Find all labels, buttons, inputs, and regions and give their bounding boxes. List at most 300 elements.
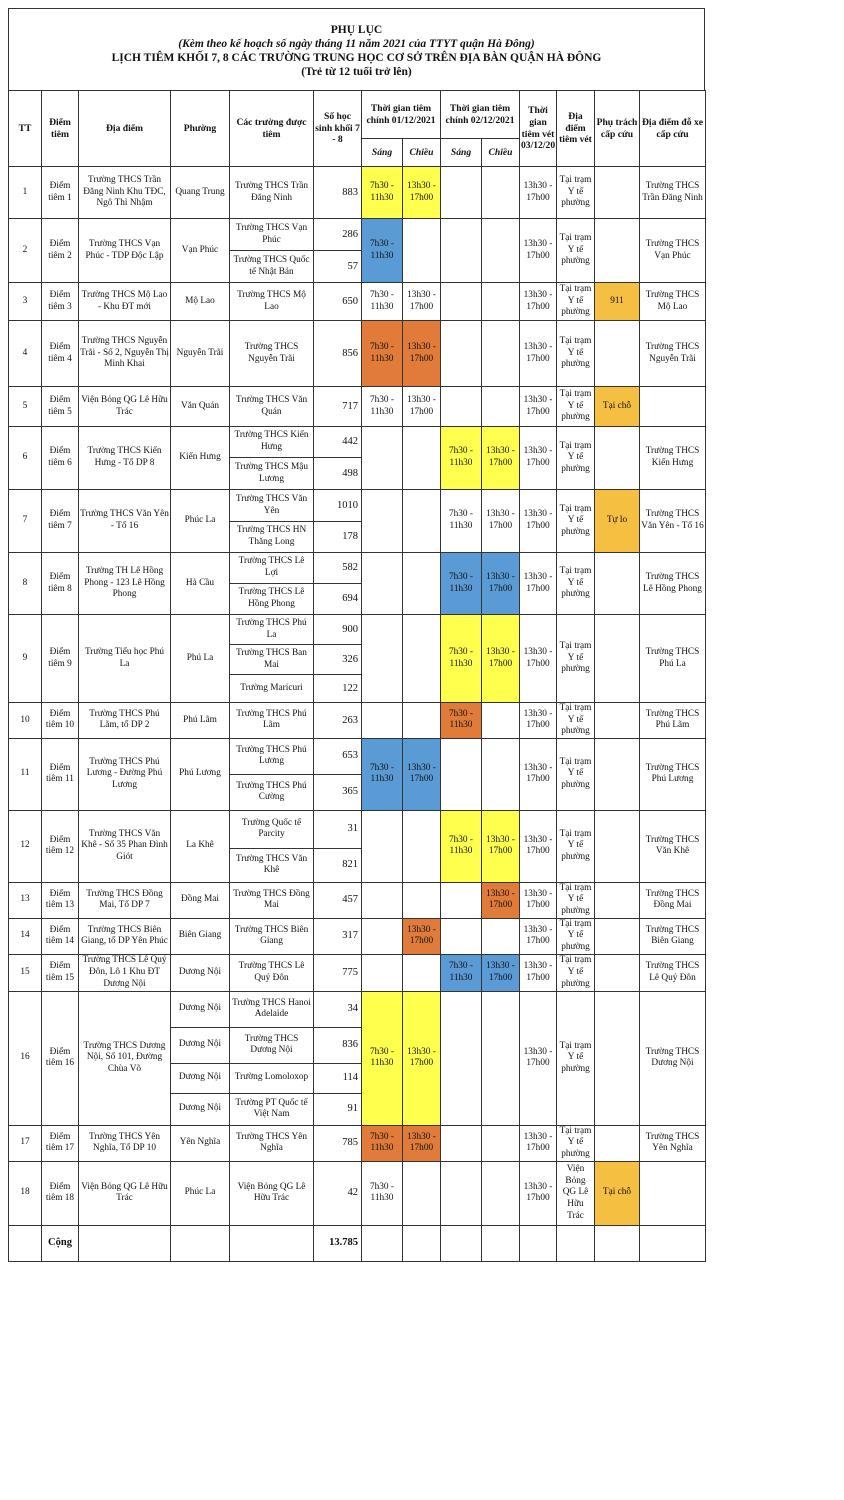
location: Trường THCS Kiến Hưng - Tổ DP 8 xyxy=(79,427,171,490)
ward: Dương Nội xyxy=(171,954,230,991)
session-day2-morning: 7h30 - 11h30 xyxy=(441,703,482,739)
session-day2-morning: 7h30 - 11h30 xyxy=(441,954,482,991)
session-day1-morning xyxy=(362,882,403,918)
school-name: Trường THCS Dương Nội xyxy=(230,1027,314,1063)
emergency-responsible xyxy=(595,703,640,739)
student-count: 694 xyxy=(314,584,362,615)
total-value: 13.785 xyxy=(314,1225,362,1261)
session-day1-afternoon: 13h30 - 17h00 xyxy=(403,991,441,1125)
ward: Phú Lương xyxy=(171,738,230,810)
catch-up-location: Tại trạm Y tế phường xyxy=(557,219,595,283)
session-day1-afternoon xyxy=(403,810,441,882)
student-count: 856 xyxy=(314,321,362,387)
total-row xyxy=(9,1225,706,1261)
total-empty xyxy=(362,1225,403,1261)
emergency-responsible: 911 xyxy=(595,283,640,321)
session-day2-afternoon xyxy=(482,387,520,427)
schedule-sheet xyxy=(8,8,705,1262)
vaccination-point: Điểm tiêm 15 xyxy=(42,954,79,991)
student-count: 286 xyxy=(314,219,362,251)
schedule-heading: LỊCH TIÊM KHỐI 7, 8 CÁC TRƯỜNG TRUNG HỌC CƠ SỞ TRÊN ĐỊA BÀN QUẬN HÀ ĐÔNG xyxy=(111,52,602,64)
ambulance-parking: Trường THCS Đồng Mai xyxy=(640,882,706,918)
session-day1-afternoon: 13h30 - 17h00 xyxy=(403,387,441,427)
vaccination-point: Điểm tiêm 6 xyxy=(42,427,79,490)
session-day2-afternoon xyxy=(482,738,520,810)
location: Trường THCS Lê Quý Đôn, Lô 1 Khu ĐT Dương Nội xyxy=(79,954,171,991)
student-count: 317 xyxy=(314,918,362,954)
session-day2-morning xyxy=(441,387,482,427)
emergency-responsible xyxy=(595,918,640,954)
emergency-responsible xyxy=(595,810,640,882)
catch-up-time: 13h30 - 17h00 xyxy=(520,738,557,810)
location: Trường THCS Dương Nội, Số 101, Đường Chùa Võ xyxy=(79,991,171,1125)
session-day2-afternoon: 13h30 - 17h00 xyxy=(482,553,520,615)
ambulance-parking: Trường THCS Vạn Phúc xyxy=(640,219,706,283)
catch-up-time: 13h30 - 17h00 xyxy=(520,615,557,703)
school-name: Trường THCS Biên Giang xyxy=(230,918,314,954)
student-count: 457 xyxy=(314,882,362,918)
vaccination-point: Điểm tiêm 11 xyxy=(42,738,79,810)
student-count: 650 xyxy=(314,283,362,321)
col-phu-trach: Phụ trách cấp cứu xyxy=(595,91,640,167)
catch-up-location: Tại trạm Y tế phường xyxy=(557,321,595,387)
session-day1-afternoon: 13h30 - 17h00 xyxy=(403,167,441,219)
school-name: Trường THCS Quốc tế Nhật Bản xyxy=(230,251,314,283)
catch-up-location: Tại trạm Y tế phường xyxy=(557,490,595,553)
session-day1-afternoon: 13h30 - 17h00 xyxy=(403,283,441,321)
ward: Dương Nội xyxy=(171,1063,230,1093)
ambulance-parking: Trường THCS Phú Lương xyxy=(640,738,706,810)
total-empty xyxy=(441,1225,482,1261)
col-diem-tiem: Điểm tiêm xyxy=(42,91,79,167)
row-number: 12 xyxy=(9,810,42,882)
col-chieu-2: Chiều xyxy=(482,139,520,167)
school-name: Trường THCS Lê Hồng Phong xyxy=(230,584,314,615)
school-name: Trường THCS Văn Yên xyxy=(230,490,314,522)
session-day2-afternoon xyxy=(482,918,520,954)
ward: Biên Giang xyxy=(171,918,230,954)
school-name: Trường THCS Văn Khê xyxy=(230,848,314,882)
session-day2-afternoon xyxy=(482,991,520,1125)
ambulance-parking xyxy=(640,1161,706,1225)
catch-up-time: 13h30 - 17h00 xyxy=(520,167,557,219)
table-row xyxy=(9,882,706,918)
student-count: 900 xyxy=(314,615,362,645)
catch-up-time: 13h30 - 17h00 xyxy=(520,387,557,427)
emergency-responsible: Tại chỗ xyxy=(595,1161,640,1225)
row-number: 16 xyxy=(9,991,42,1125)
catch-up-time: 13h30 - 17h00 xyxy=(520,991,557,1125)
table-row xyxy=(9,918,706,954)
row-number: 7 xyxy=(9,490,42,553)
total-empty xyxy=(595,1225,640,1261)
session-day2-afternoon: 13h30 - 17h00 xyxy=(482,490,520,553)
vaccination-point: Điểm tiêm 18 xyxy=(42,1161,79,1225)
col-dia-diem: Địa điểm xyxy=(79,91,171,167)
session-day2-morning xyxy=(441,738,482,810)
session-day2-afternoon xyxy=(482,703,520,739)
row-number: 2 xyxy=(9,219,42,283)
table-row xyxy=(9,490,706,522)
vaccination-point: Điểm tiêm 1 xyxy=(42,167,79,219)
emergency-responsible xyxy=(595,321,640,387)
table-row xyxy=(9,283,706,321)
location: Trường THCS Văn Khê - Số 35 Phan Đình Giót xyxy=(79,810,171,882)
ward: Nguyễn Trãi xyxy=(171,321,230,387)
session-day1-afternoon xyxy=(403,1161,441,1225)
session-day2-morning xyxy=(441,283,482,321)
catch-up-location: Tại trạm Y tế phường xyxy=(557,283,595,321)
student-count: 365 xyxy=(314,774,362,810)
session-day2-afternoon: 13h30 - 17h00 xyxy=(482,427,520,490)
student-count: 91 xyxy=(314,1093,362,1125)
row-number: 3 xyxy=(9,283,42,321)
catch-up-time: 13h30 - 17h00 xyxy=(520,219,557,283)
col-chieu-1: Chiều xyxy=(403,139,441,167)
vaccination-point: Điểm tiêm 9 xyxy=(42,615,79,703)
student-count: 1010 xyxy=(314,490,362,522)
session-day1-morning xyxy=(362,918,403,954)
session-day1-afternoon: 13h30 - 17h00 xyxy=(403,918,441,954)
student-count: 653 xyxy=(314,738,362,774)
schedule-table xyxy=(8,90,706,1262)
col-truong: Các trường được tiêm xyxy=(230,91,314,167)
location: Trường THCS Mộ Lao - Khu ĐT mới xyxy=(79,283,171,321)
session-day2-afternoon xyxy=(482,219,520,283)
location: Trường THCS Phú Lãm, tổ DP 2 xyxy=(79,703,171,739)
session-day2-afternoon xyxy=(482,1161,520,1225)
age-note: (Trẻ từ 12 tuổi trở lên) xyxy=(301,66,412,78)
catch-up-location: Tại trạm Y tế phường xyxy=(557,427,595,490)
school-name: Trường THCS Vạn Phúc xyxy=(230,219,314,251)
vaccination-point: Điểm tiêm 13 xyxy=(42,882,79,918)
session-day2-afternoon: 13h30 - 17h00 xyxy=(482,954,520,991)
location: Trường THCS Trần Đăng Ninh Khu TĐC, Ngô Thì Nhậm xyxy=(79,167,171,219)
session-day1-morning: 7h30 - 11h30 xyxy=(362,387,403,427)
session-day1-morning xyxy=(362,615,403,703)
col-tiem-vet: Thời gian tiêm vét 03/12/20 xyxy=(520,91,557,167)
location: Trường THCS Đồng Mai, Tổ DP 7 xyxy=(79,882,171,918)
session-day2-morning xyxy=(441,167,482,219)
ward: La Khê xyxy=(171,810,230,882)
location: Trường THCS Văn Yên - Tổ 16 xyxy=(79,490,171,553)
ward: Phúc La xyxy=(171,1161,230,1225)
location: Trường Tiểu học Phú La xyxy=(79,615,171,703)
plan-reference: (Kèm theo kế hoạch số ngày tháng 11 năm 2021 của TTYT quận Hà Đông) xyxy=(178,38,535,50)
total-empty xyxy=(482,1225,520,1261)
vaccination-point: Điểm tiêm 5 xyxy=(42,387,79,427)
table-row xyxy=(9,810,706,848)
catch-up-time: 13h30 - 17h00 xyxy=(520,703,557,739)
student-count: 34 xyxy=(314,991,362,1027)
table-row xyxy=(9,553,706,584)
catch-up-location: Tại trạm Y tế phường xyxy=(557,918,595,954)
vaccination-point: Điểm tiêm 8 xyxy=(42,553,79,615)
catch-up-location: Tại trạm Y tế phường xyxy=(557,387,595,427)
session-day1-afternoon xyxy=(403,615,441,703)
row-number: 1 xyxy=(9,167,42,219)
catch-up-time: 13h30 - 17h00 xyxy=(520,882,557,918)
school-name: Trường THCS Mậu Lương xyxy=(230,458,314,490)
table-row xyxy=(9,387,706,427)
table-row xyxy=(9,219,706,251)
row-number: 9 xyxy=(9,615,42,703)
row-number: 17 xyxy=(9,1125,42,1161)
vaccination-point: Điểm tiêm 7 xyxy=(42,490,79,553)
location: Trường THCS Vạn Phúc - TDP Độc Lập xyxy=(79,219,171,283)
session-day1-afternoon xyxy=(403,490,441,553)
table-row xyxy=(9,1125,706,1161)
session-day2-afternoon: 13h30 - 17h00 xyxy=(482,615,520,703)
student-count: 821 xyxy=(314,848,362,882)
session-day2-afternoon: 13h30 - 17h00 xyxy=(482,810,520,882)
ward: Hà Cầu xyxy=(171,553,230,615)
student-count: 498 xyxy=(314,458,362,490)
school-name: Trường THCS HN Thăng Long xyxy=(230,522,314,553)
catch-up-time: 13h30 - 17h00 xyxy=(520,810,557,882)
location: Trường THCS Yên Nghĩa, Tổ DP 10 xyxy=(79,1125,171,1161)
vaccination-point: Điểm tiêm 2 xyxy=(42,219,79,283)
session-day2-morning: 7h30 - 11h30 xyxy=(441,427,482,490)
emergency-responsible xyxy=(595,991,640,1125)
student-count: 775 xyxy=(314,954,362,991)
session-day1-afternoon xyxy=(403,882,441,918)
table-row xyxy=(9,615,706,645)
school-name: Trường THCS Phú La xyxy=(230,615,314,645)
table-row xyxy=(9,427,706,458)
location: Trường TH Lê Hồng Phong - 123 Lê Hồng Phong xyxy=(79,553,171,615)
ward: Mộ Lao xyxy=(171,283,230,321)
session-day1-afternoon xyxy=(403,703,441,739)
catch-up-location: Tại trạm Y tế phường xyxy=(557,1125,595,1161)
location: Viện Bỏng QG Lê Hữu Trác xyxy=(79,387,171,427)
school-name: Trường THCS Đồng Mai xyxy=(230,882,314,918)
ambulance-parking: Trường THCS Kiến Hưng xyxy=(640,427,706,490)
session-day2-afternoon xyxy=(482,1125,520,1161)
session-day2-afternoon: 13h30 - 17h00 xyxy=(482,882,520,918)
ambulance-parking: Trường THCS Phú Lãm xyxy=(640,703,706,739)
session-day1-afternoon: 13h30 - 17h00 xyxy=(403,1125,441,1161)
ambulance-parking: Trường THCS Lê Quý Đôn xyxy=(640,954,706,991)
location: Viện Bỏng QG Lê Hữu Trác xyxy=(79,1161,171,1225)
session-day1-morning: 7h30 - 11h30 xyxy=(362,283,403,321)
school-name: Trường THCS Phú Lãm xyxy=(230,703,314,739)
session-day2-morning xyxy=(441,1125,482,1161)
row-number: 13 xyxy=(9,882,42,918)
ward: Dương Nội xyxy=(171,991,230,1027)
ambulance-parking xyxy=(640,387,706,427)
catch-up-location: Viện Bỏng QG Lê Hữu Trác xyxy=(557,1161,595,1225)
col-sang-2: Sáng xyxy=(441,139,482,167)
total-empty xyxy=(230,1225,314,1261)
emergency-responsible xyxy=(595,882,640,918)
session-day1-morning xyxy=(362,553,403,615)
student-count: 57 xyxy=(314,251,362,283)
student-count: 263 xyxy=(314,703,362,739)
vaccination-point: Điểm tiêm 17 xyxy=(42,1125,79,1161)
col-dia-diem-vet: Địa điểm tiêm vét xyxy=(557,91,595,167)
session-day1-afternoon xyxy=(403,427,441,490)
session-day1-morning: 7h30 - 11h30 xyxy=(362,1161,403,1225)
ambulance-parking: Trường THCS Nguyễn Trãi xyxy=(640,321,706,387)
student-count: 122 xyxy=(314,675,362,703)
catch-up-location: Tại trạm Y tế phường xyxy=(557,703,595,739)
session-day2-afternoon xyxy=(482,283,520,321)
row-number: 4 xyxy=(9,321,42,387)
school-name: Trường THCS Hanoi Adelaide xyxy=(230,991,314,1027)
vaccination-point: Điểm tiêm 10 xyxy=(42,703,79,739)
session-day1-morning: 7h30 - 11h30 xyxy=(362,167,403,219)
session-day2-morning xyxy=(441,321,482,387)
ambulance-parking: Trường THCS Dương Nội xyxy=(640,991,706,1125)
school-name: Trường PT Quốc tế Việt Nam xyxy=(230,1093,314,1125)
location: Trường THCS Biên Giang, tổ DP Yên Phúc xyxy=(79,918,171,954)
row-number: 8 xyxy=(9,553,42,615)
col-thoi-gian-1: Thời gian tiêm chính 01/12/2021 xyxy=(362,91,441,139)
student-count: 836 xyxy=(314,1027,362,1063)
catch-up-time: 13h30 - 17h00 xyxy=(520,490,557,553)
table-row xyxy=(9,954,706,991)
school-name: Trường THCS Lê Quý Đôn xyxy=(230,954,314,991)
ambulance-parking: Trường THCS Trần Đăng Ninh xyxy=(640,167,706,219)
session-day1-afternoon xyxy=(403,553,441,615)
school-name: Trường THCS Trần Đăng Ninh xyxy=(230,167,314,219)
emergency-responsible: Tự lo xyxy=(595,490,640,553)
total-empty xyxy=(640,1225,706,1261)
row-number: 6 xyxy=(9,427,42,490)
catch-up-time: 13h30 - 17h00 xyxy=(520,1161,557,1225)
ambulance-parking: Trường THCS Văn Khê xyxy=(640,810,706,882)
session-day2-morning: 7h30 - 11h30 xyxy=(441,490,482,553)
col-sang-1: Sáng xyxy=(362,139,403,167)
school-name: Trường THCS Lê Lợi xyxy=(230,553,314,584)
appendix-title: PHỤ LỤC xyxy=(330,24,383,36)
row-number: 18 xyxy=(9,1161,42,1225)
catch-up-time: 13h30 - 17h00 xyxy=(520,283,557,321)
vaccination-point: Điểm tiêm 3 xyxy=(42,283,79,321)
session-day2-morning xyxy=(441,918,482,954)
table-row xyxy=(9,991,706,1027)
ambulance-parking: Trường THCS Biên Giang xyxy=(640,918,706,954)
student-count: 785 xyxy=(314,1125,362,1161)
ward: Văn Quán xyxy=(171,387,230,427)
student-count: 326 xyxy=(314,645,362,675)
total-empty xyxy=(520,1225,557,1261)
catch-up-location: Tại trạm Y tế phường xyxy=(557,810,595,882)
catch-up-location: Tại trạm Y tế phường xyxy=(557,553,595,615)
row-number: 11 xyxy=(9,738,42,810)
emergency-responsible: Tại chỗ xyxy=(595,387,640,427)
session-day1-morning xyxy=(362,427,403,490)
student-count: 42 xyxy=(314,1161,362,1225)
school-name: Trường THCS Ban Mai xyxy=(230,645,314,675)
emergency-responsible xyxy=(595,954,640,991)
ambulance-parking: Trường THCS Văn Yên - Tổ 16 xyxy=(640,490,706,553)
session-day1-morning: 7h30 - 11h30 xyxy=(362,738,403,810)
total-empty xyxy=(171,1225,230,1261)
school-name: Trường THCS Phú Cường xyxy=(230,774,314,810)
session-day2-afternoon xyxy=(482,167,520,219)
emergency-responsible xyxy=(595,1125,640,1161)
session-day1-morning: 7h30 - 11h30 xyxy=(362,219,403,283)
session-day1-afternoon: 13h30 - 17h00 xyxy=(403,321,441,387)
table-row xyxy=(9,167,706,219)
session-day2-morning: 7h30 - 11h30 xyxy=(441,553,482,615)
school-name: Trường THCS Phú Lương xyxy=(230,738,314,774)
catch-up-time: 13h30 - 17h00 xyxy=(520,1125,557,1161)
catch-up-time: 13h30 - 17h00 xyxy=(520,321,557,387)
school-name: Viện Bỏng QG Lê Hữu Trác xyxy=(230,1161,314,1225)
student-count: 114 xyxy=(314,1063,362,1093)
student-count: 178 xyxy=(314,522,362,553)
school-name: Trường THCS Yên Nghĩa xyxy=(230,1125,314,1161)
ward: Kiến Hưng xyxy=(171,427,230,490)
col-do-xe: Địa điểm đỗ xe cấp cứu xyxy=(640,91,706,167)
vaccination-point: Điểm tiêm 4 xyxy=(42,321,79,387)
row-number: 14 xyxy=(9,918,42,954)
student-count: 883 xyxy=(314,167,362,219)
ward: Vạn Phúc xyxy=(171,219,230,283)
session-day1-morning: 7h30 - 11h30 xyxy=(362,991,403,1125)
location: Trường THCS Phú Lương - Đường Phú Lương xyxy=(79,738,171,810)
student-count: 582 xyxy=(314,553,362,584)
vaccination-point: Điểm tiêm 12 xyxy=(42,810,79,882)
ambulance-parking: Trường THCS Mộ Lao xyxy=(640,283,706,321)
emergency-responsible xyxy=(595,167,640,219)
table-row xyxy=(9,1161,706,1225)
session-day1-morning: 7h30 - 11h30 xyxy=(362,1125,403,1161)
emergency-responsible xyxy=(595,553,640,615)
ward: Phúc La xyxy=(171,490,230,553)
session-day2-afternoon xyxy=(482,321,520,387)
catch-up-time: 13h30 - 17h00 xyxy=(520,954,557,991)
row-number: 5 xyxy=(9,387,42,427)
total-empty xyxy=(403,1225,441,1261)
ward: Đồng Mai xyxy=(171,882,230,918)
session-day1-morning: 7h30 - 11h30 xyxy=(362,321,403,387)
student-count: 31 xyxy=(314,810,362,848)
catch-up-location: Tại trạm Y tế phường xyxy=(557,991,595,1125)
school-name: Trường Lomoloxop xyxy=(230,1063,314,1093)
catch-up-location: Tại trạm Y tế phường xyxy=(557,738,595,810)
col-so-hoc-sinh: Số học sinh khối 7 - 8 xyxy=(314,91,362,167)
session-day1-afternoon xyxy=(403,219,441,283)
table-row xyxy=(9,321,706,387)
session-day2-morning xyxy=(441,219,482,283)
session-day1-morning xyxy=(362,490,403,553)
catch-up-time: 13h30 - 17h00 xyxy=(520,427,557,490)
session-day1-afternoon: 13h30 - 17h00 xyxy=(403,738,441,810)
emergency-responsible xyxy=(595,615,640,703)
ambulance-parking: Trường THCS Yên Nghĩa xyxy=(640,1125,706,1161)
session-day2-morning xyxy=(441,991,482,1125)
emergency-responsible xyxy=(595,427,640,490)
col-thoi-gian-2: Thời gian tiêm chính 02/12/2021 xyxy=(441,91,520,139)
total-label: Cộng xyxy=(42,1225,79,1261)
table-row xyxy=(9,703,706,739)
ambulance-parking: Trường THCS Phú La xyxy=(640,615,706,703)
session-day1-morning xyxy=(362,810,403,882)
emergency-responsible xyxy=(595,219,640,283)
school-name: Trường Quốc tế Parcity xyxy=(230,810,314,848)
session-day2-morning: 7h30 - 11h30 xyxy=(441,615,482,703)
school-name: Trường THCS Nguyễn Trãi xyxy=(230,321,314,387)
school-name: Trường THCS Kiến Hưng xyxy=(230,427,314,458)
session-day2-morning xyxy=(441,1161,482,1225)
session-day2-morning: 7h30 - 11h30 xyxy=(441,810,482,882)
catch-up-location: Tại trạm Y tế phường xyxy=(557,954,595,991)
total-empty xyxy=(557,1225,595,1261)
